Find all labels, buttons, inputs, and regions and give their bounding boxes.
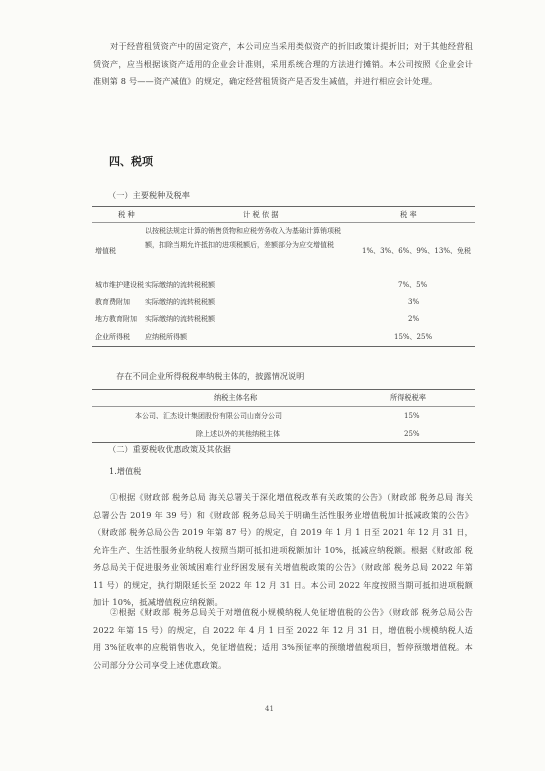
entity-header-name: 纳税主体名称 (214, 393, 258, 402)
tax-row-rate: 15%、25% (394, 333, 433, 341)
tax-header-rate: 税 率 (400, 210, 417, 219)
tax-row-name: 地方教育附加 (95, 315, 137, 323)
tax-row-rate: 1%、3%、6%、9%、13%、免税 (362, 247, 471, 255)
table-top-rule (92, 206, 475, 207)
tax-row-name: 城市维护建设税 (95, 281, 144, 289)
tax-row-basis: 以按税法规定计算的销售货物和应税劳务收入为基础计算销项税额，扣除当期允许抵扣的进项税额后，差额部分为应交增值税 (145, 227, 341, 249)
table-header-rule (92, 222, 475, 223)
entity-table-top-rule (92, 389, 475, 390)
entity-header-rate: 所得税税率 (390, 393, 426, 402)
tax-header-basis: 计 税 依 据 (243, 210, 279, 219)
entity-header-rule (92, 406, 475, 407)
tax-row-basis: 实际缴纳的流转税税额 (145, 315, 215, 323)
tax-row-basis: 实际缴纳的流转税税额 (145, 281, 215, 289)
disclosure-note: 存在不同企业所得税税率纳税主体的，披露情况说明 (116, 371, 305, 381)
sub1-title: （一）主要税种及税率 (108, 190, 190, 200)
tax-row-name: 企业所得税 (95, 333, 130, 341)
intro-paragraph: 对于经营租赁资产中的固定资产，本公司应当采用类似资产的折旧政策计提折旧；对于其他经营租赁资产，应当根据该资产适用的企业会计准则，采用系统合理的方法进行摊销。本公司按照《企业会计准则第 8 号——资产减值》的规定，确定经营租赁资产是否发生减值，并进行相应会计处理。 (93, 41, 473, 86)
tax-row-rate: 3% (408, 298, 420, 306)
vat-policy-paragraph: ①根据《财政部 税务总局 海关总署关于深化增值税改革有关政策的公告》（财政部 税务总局 海关总署公告 2019 年 39 号）和《财政部 税务总局关于明确生活性服务业增值税加计抵减政策的公告》（财政部 税务总局公告 2019 年第 87 号）的规定，自 2019 年 1 月 1 日至 2021 年 12 月 31 日，允许生产、生活性服务业纳税人按照当期可抵扣进项税额加计 10%，抵减应纳税额。根据《财政部 税务总局关于促进服务业领域困难行业纾困发展有关增值税政策的公告》（财政部 税务总局 2022 年第 11 号）的规定，执行期限延长至 2022 年 12 月 31 日。本公司 2022 年度按照当期可抵扣进项税额加计 10%，抵减增值税应纳税额。 (93, 492, 473, 607)
vat-title: 1.增值税 (109, 466, 142, 476)
tax-row-rate: 7%、5% (398, 281, 428, 289)
tax-row-name: 教育费附加 (95, 298, 130, 306)
entity-row-rate: 15% (404, 412, 420, 420)
entity-row-name: 本公司、汇杰设计集团股份有限公司山南分公司 (135, 412, 282, 420)
vat-exemption-paragraph: ②根据《财政部 税务总局关于对增值税小规模纳税人免征增值税的公告》（财政部 税务总局公告 2022 年第 15 号）的规定，自 2022 年 4 月 1 日至 2022 年 12 月 31 日，增值税小规模纳税人适用 3%征收率的应税销售收入，免征增值税；适用 3%预征率的预缴增值税项目，暂停预缴增值税。本公司部分分公司享受上述优惠政策。 (93, 607, 473, 670)
tax-header-type: 税 种 (118, 210, 135, 219)
tax-row-basis: 实际缴纳的流转税税额 (145, 298, 215, 306)
tax-row-basis: 应纳税所得额 (145, 333, 187, 341)
section-title: 四、税项 (109, 155, 153, 168)
entity-row-name: 除上述以外的其他纳税主体 (196, 430, 280, 438)
page-number: 41 (265, 705, 274, 713)
tax-row-rate: 2% (408, 315, 420, 323)
entity-row-rate: 25% (404, 430, 420, 438)
sub2-title: （二）重要税收优惠政策及其依据 (108, 444, 231, 454)
entity-table-bottom-rule (92, 442, 475, 443)
table-bottom-rule (92, 346, 475, 347)
tax-row-name: 增值税 (95, 247, 116, 255)
